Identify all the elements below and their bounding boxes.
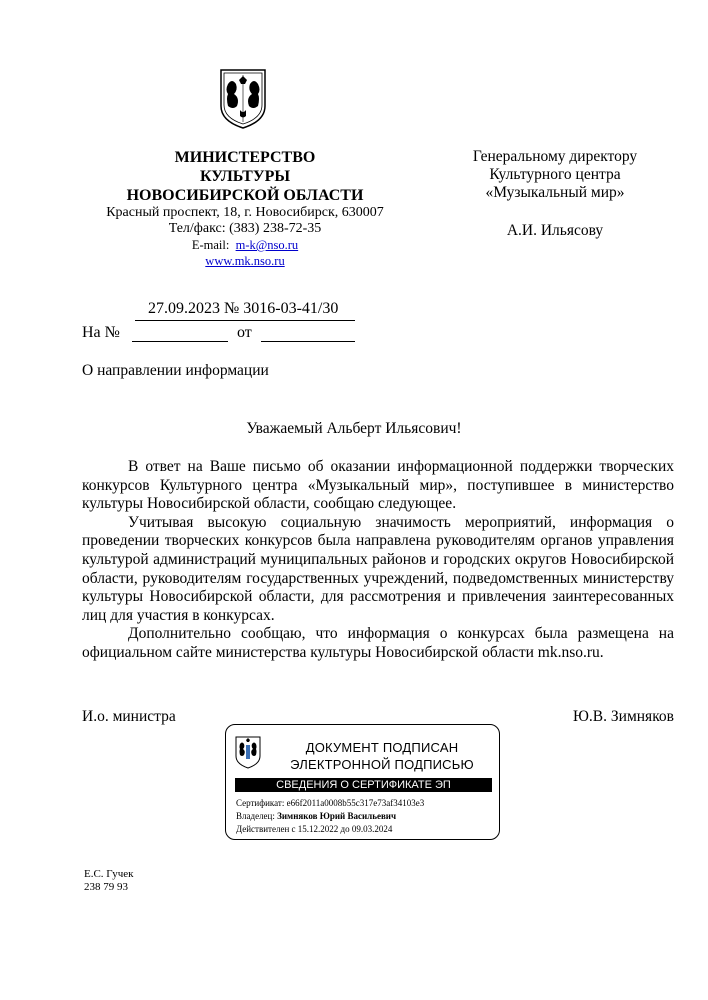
stamp-title-line-1: ДОКУМЕНТ ПОДПИСАН <box>305 740 459 755</box>
reference-number-label: На № <box>82 324 120 341</box>
stamp-certificate-line <box>236 797 424 810</box>
stamp-validity: Действителен с 15.12.2022 до 09.03.2024 <box>236 824 393 834</box>
recipient-line-2: Культурного центра <box>489 166 621 183</box>
website-link[interactable]: www.mk.nso.ru <box>205 254 285 268</box>
recipient-block <box>440 148 670 240</box>
reference-date-blank <box>261 341 355 342</box>
body-paragraph-1: В ответ на Ваше письмо об оказании информационной поддержки творческих конкурсов Культурного центра «Музыкальный мир», поступившее в министерство культуры Новосибирской области, сообщаю следующее. <box>82 458 674 513</box>
executor-name: Е.С. Гучек <box>84 868 134 880</box>
letter-subject: О направлении информации <box>82 362 269 379</box>
email-line <box>90 237 400 253</box>
signer-position: И.о. министра <box>82 708 176 725</box>
ministry-line-2: КУЛЬТУРЫ <box>199 168 291 185</box>
recipient-name: А.И. Ильясову <box>506 222 604 239</box>
ministry-phone: Тел/факс: (383) 238-72-35 <box>168 221 322 236</box>
registration-underline <box>135 320 355 321</box>
email-link[interactable]: m-k@nso.ru <box>235 238 299 252</box>
email-label: E-mail: <box>191 238 230 252</box>
reference-number-blank <box>132 341 228 342</box>
stamp-certificate-bar: СВЕДЕНИЯ О СЕРТИФИКАТЕ ЭП <box>235 778 492 792</box>
stamp-coat-of-arms-icon <box>235 735 261 769</box>
recipient-line-1: Генеральному директору <box>472 148 638 165</box>
certificate-value: e66f2011a0008b55c317e73af34103e3 <box>286 798 425 808</box>
executor-phone: 238 79 93 <box>84 881 128 893</box>
body-paragraph-3: Дополнительно сообщаю, что информация о конкурсах была размещена на официальном сайте министерства культуры Новосибирской области mk.nso.ru. <box>82 625 674 661</box>
registration-date-number: 27.09.2023 № 3016-03-41/30 <box>148 300 339 317</box>
ministry-name <box>90 148 400 205</box>
reference-date-label: от <box>237 324 252 341</box>
body-paragraph-2: Учитывая высокую социальную значимость мероприятий, информация о проведении творческих конкурсов была направлена руководителям органов управления культурой администраций муниципальных районов и городских округов Новосибирской области, руководителям государственных учреждений, подведомственных министерству культуры Новосибирской области, для рассмотрения и привлечения заинтересованных лиц для участия в конкурсах. <box>82 513 674 624</box>
certificate-label: Сертификат: <box>236 798 285 808</box>
stamp-details <box>236 797 424 836</box>
stamp-owner-line <box>236 810 424 823</box>
ministry-address: Красный проспект, 18, г. Новосибирск, 630007 <box>106 205 384 220</box>
owner-label: Владелец: <box>236 811 275 821</box>
owner-value: Зимняков Юрий Васильевич <box>277 811 397 821</box>
recipient-line-3: «Музыкальный мир» <box>485 184 625 201</box>
letter-body <box>82 458 674 663</box>
signer-name: Ю.В. Зимняков <box>573 708 674 725</box>
electronic-signature-stamp <box>225 724 500 840</box>
greeting: Уважаемый Альберт Ильясович! <box>246 420 462 437</box>
ministry-contacts <box>90 205 400 269</box>
ministry-line-3: НОВОСИБИРСКОЙ ОБЛАСТИ <box>126 187 364 204</box>
stamp-title <box>272 739 492 773</box>
coat-of-arms-icon <box>218 66 268 130</box>
stamp-title-line-2: ЭЛЕКТРОННОЙ ПОДПИСЬЮ <box>290 757 474 772</box>
website-line <box>90 253 400 269</box>
ministry-line-1: МИНИСТЕРСТВО <box>174 149 316 166</box>
executor-block <box>84 868 134 894</box>
